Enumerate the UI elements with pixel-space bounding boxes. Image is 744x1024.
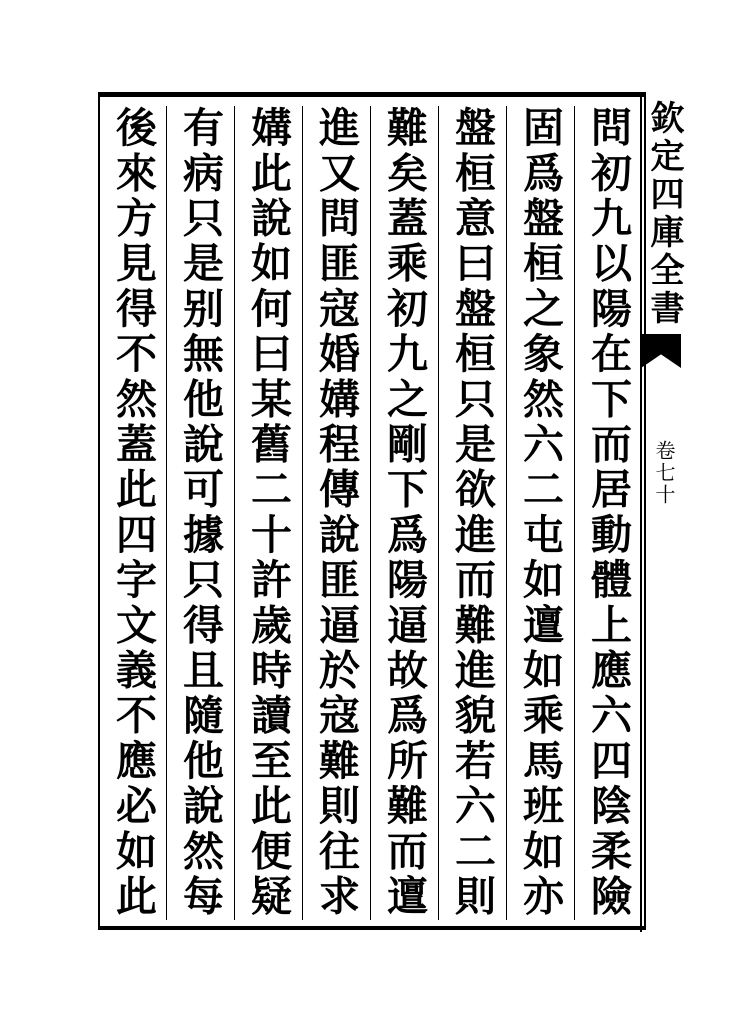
text-column-2: 固爲盤桓之象然六二屯如邅如乘馬班如亦 — [516, 106, 564, 920]
column-rule — [370, 106, 371, 920]
volume-label: 卷七十 — [652, 440, 676, 506]
column-rule — [574, 106, 575, 920]
text-column-1: 問初九以陽在下而居動體上應六四陰柔險 — [584, 106, 632, 920]
text-column-7: 有病只是别無他說可據只得且隨他說然每 — [176, 106, 224, 920]
column-rule — [166, 106, 167, 920]
column-rule — [302, 106, 303, 920]
column-rule — [506, 106, 507, 920]
book-title: 欽定四庫全書 — [644, 100, 684, 328]
text-column-4: 難矣蓋乘初九之剛下爲陽逼故爲所難而邅 — [380, 106, 428, 920]
text-column-8: 後來方見得不然蓋此四字文義不應必如此 — [109, 106, 157, 920]
text-column-5: 進又問匪寇婚媾程傳說匪逼於寇難則往求 — [312, 106, 360, 920]
column-rule — [438, 106, 439, 920]
text-column-3: 盤桓意曰盤桓只是欲進而難進貌若六二則 — [448, 106, 496, 920]
column-rule — [234, 106, 235, 920]
text-column-6: 媾此說如何曰某舊二十許歲時讀至此便疑 — [244, 106, 292, 920]
